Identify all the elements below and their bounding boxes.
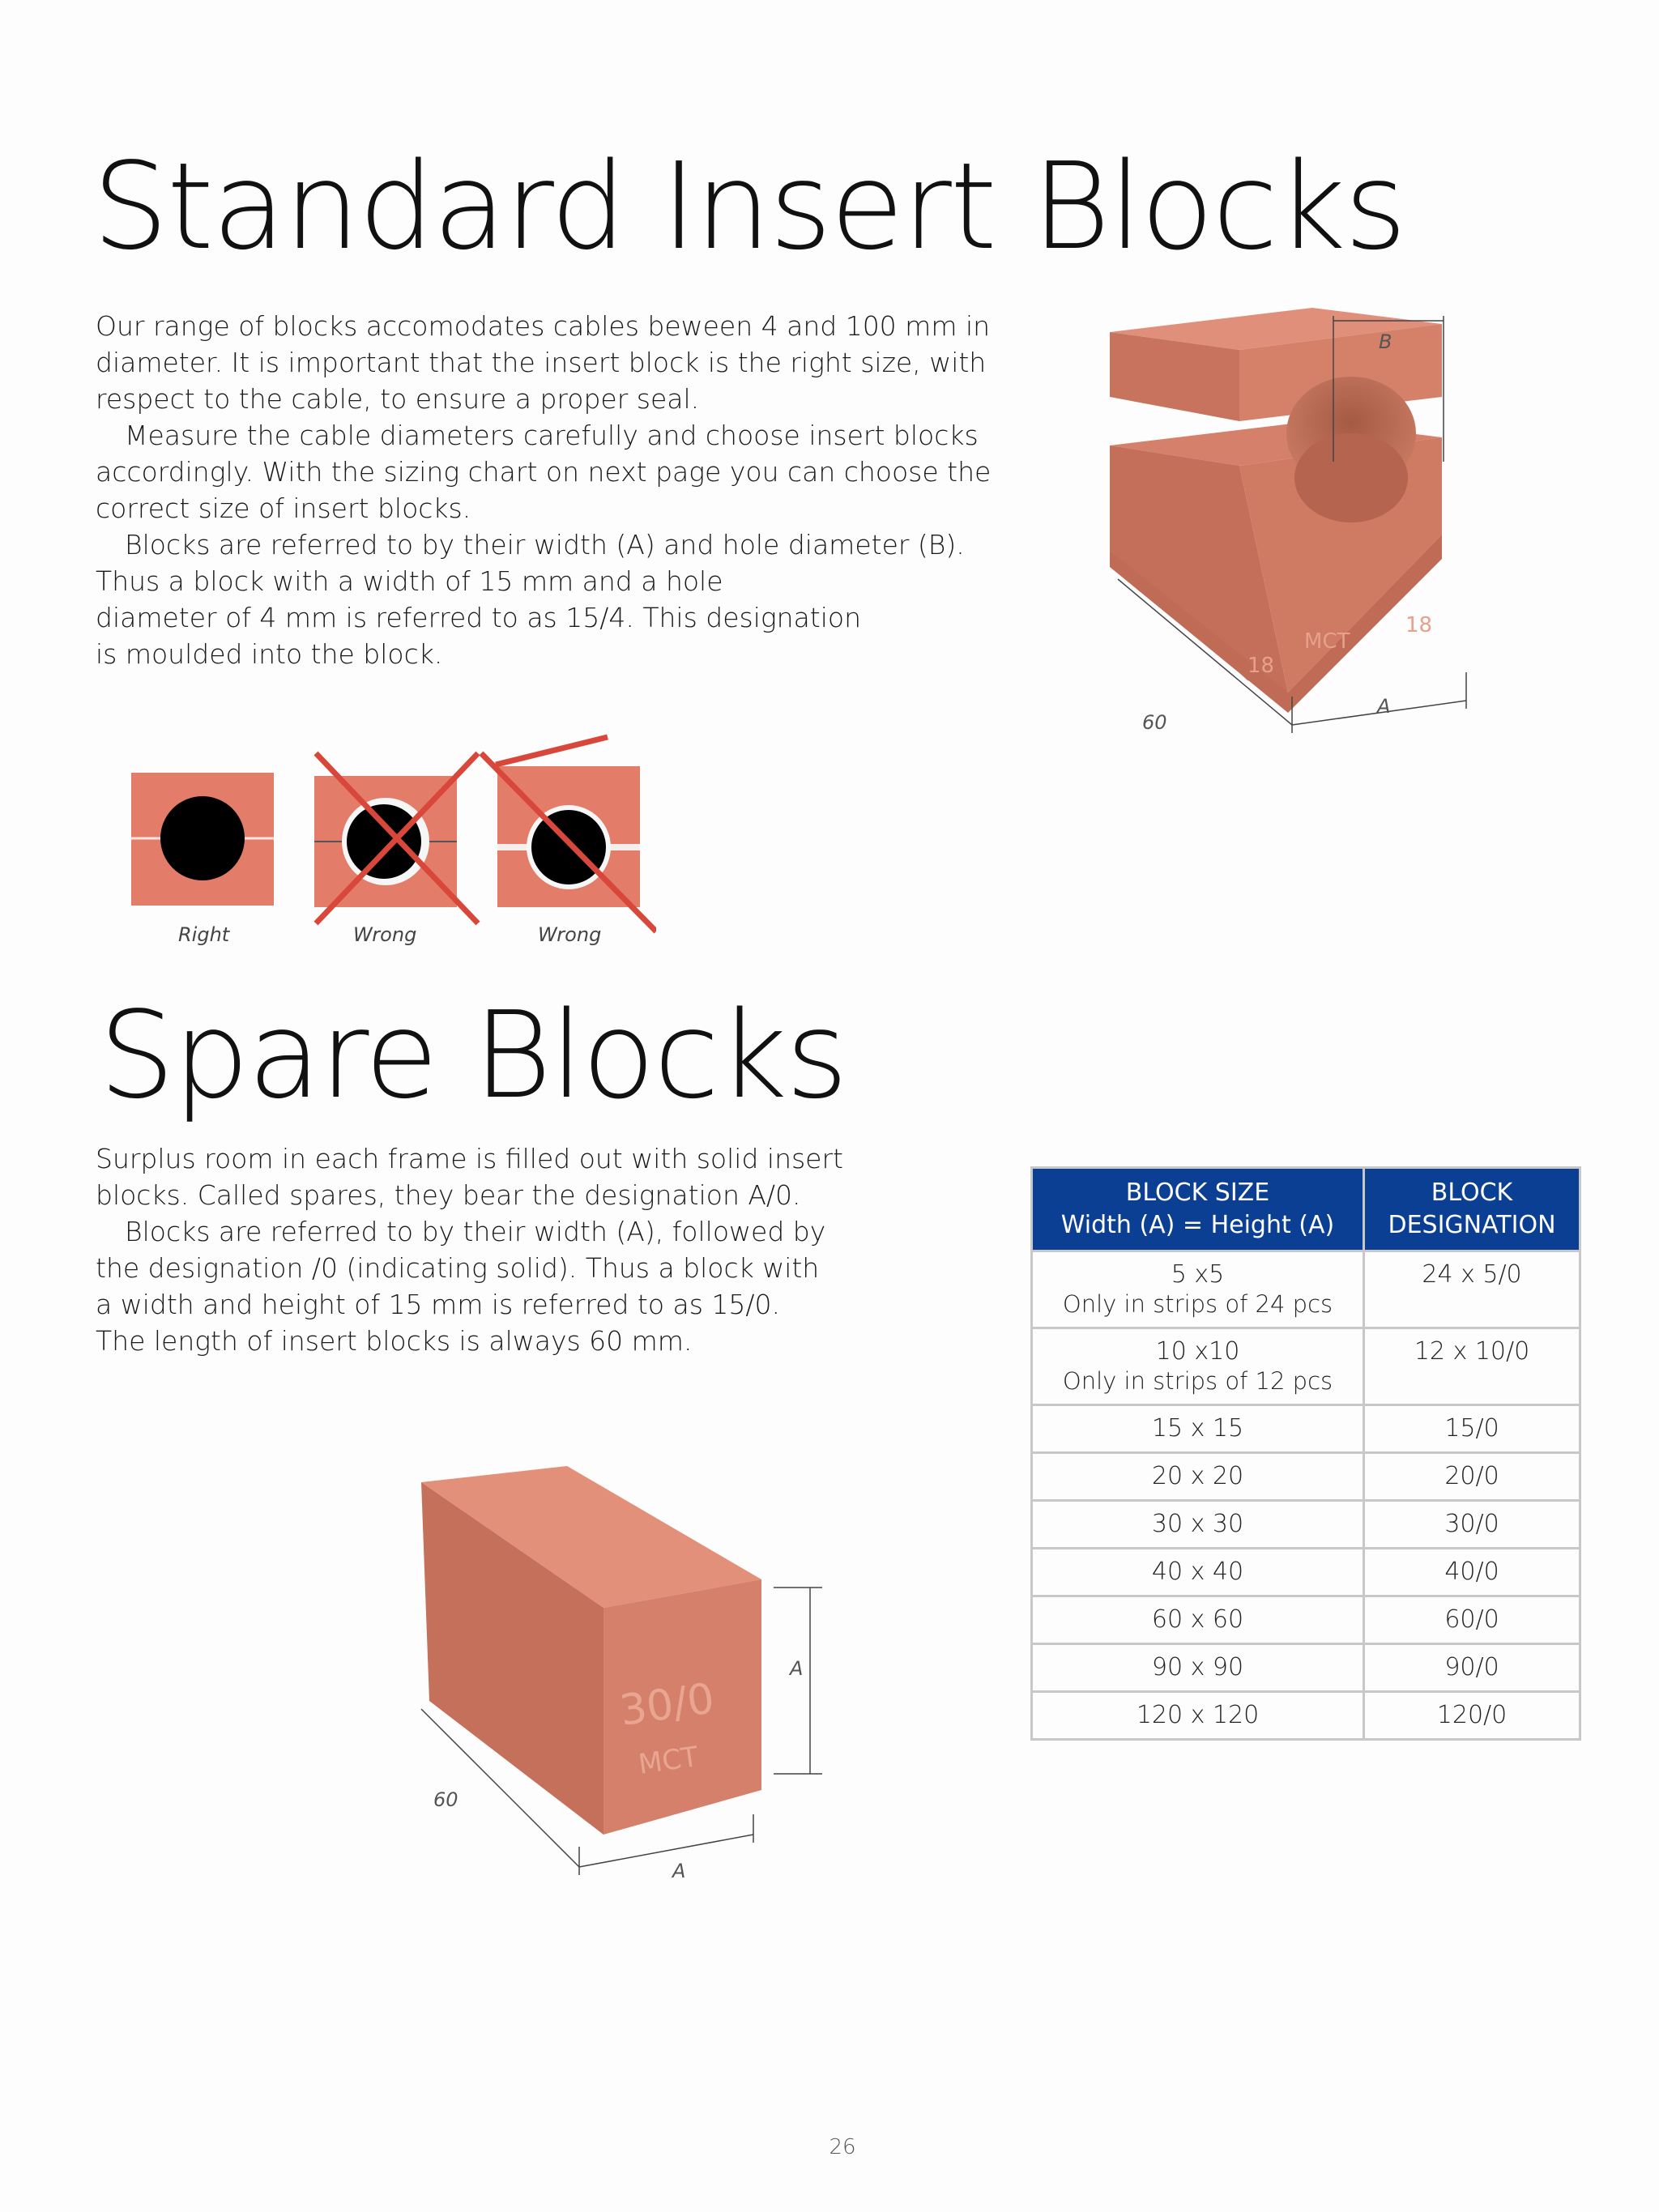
dim-a-height-label: A [790, 1657, 804, 1680]
header-block-designation: BLOCK DESIGNATION [1364, 1168, 1580, 1251]
block-size-table [1030, 1166, 1581, 1741]
table-row: 15 x 15 15/0 [1032, 1405, 1580, 1453]
spare-block-illustration [405, 1450, 859, 1903]
table-row: 120 x 120 120/0 [1032, 1692, 1580, 1740]
table-row: 40 x 40 40/0 [1032, 1549, 1580, 1596]
spare-blocks-text: Surplus room in each frame is filled out with solid insert blocks. Called spares, they bear the designation A/0. Blocks are referred to by their width (A), followed by the designation /0 (indicating solid). Thus a block with a width and height of 15 mm is referred to as 15/0. The length of insert blocks is always 60 mm. [96, 1143, 843, 1357]
table-row: 10 x10 Only in strips of 12 pcs 12 x 10/0 [1032, 1328, 1580, 1405]
right-fit-example [131, 773, 274, 906]
moulded-text-18-right: 18 [1405, 613, 1433, 637]
cross-out-line [496, 737, 608, 765]
insert-block-illustration [1085, 292, 1507, 778]
dim-a-width-line [579, 1835, 753, 1867]
dim-60-label: 60 [1142, 711, 1167, 734]
table-row: 60 x 60 60/0 [1032, 1596, 1580, 1644]
table-row: 90 x 90 90/0 [1032, 1644, 1580, 1692]
wrong-caption-2: Wrong [538, 923, 602, 946]
dim-60-label: 60 [433, 1788, 458, 1811]
fit-examples-illustration [122, 729, 656, 940]
standard-insert-blocks-text: Our range of blocks accomodates cables beween 4 and 100 mm in diameter. It is important that the insert block is the right size, with respect to the cable, to ensure a proper seal. Measure the cable diameters carefully and choose insert blocks accordingly. With the sizing chart on next page you can choose the correct size of insert blocks. Blocks are referred to by their width (A) and hole diameter (B). Thus a block with a width of 15 mm and a hole diameter of 4 mm is referred to as 15/4. This designation is moulded into the block. [96, 310, 992, 670]
wrong-fit-example-1 [314, 753, 478, 923]
dim-b-label: B [1379, 330, 1392, 353]
table-row: 30 x 30 30/0 [1032, 1501, 1580, 1549]
spare-blocks-title: Spare Blocks [99, 986, 847, 1125]
dim-a-label: A [1377, 695, 1391, 718]
dim-a-width-label: A [672, 1860, 686, 1882]
page-number: 26 [829, 2135, 856, 2159]
wrong-caption-1: Wrong [353, 923, 417, 946]
table-header-row [1032, 1168, 1580, 1251]
standard-insert-blocks-title: Standard Insert Blocks [92, 137, 1405, 276]
table-row: 5 x5 Only in strips of 24 pcs 24 x 5/0 [1032, 1251, 1580, 1328]
moulded-text-mct: MCT [636, 1741, 701, 1781]
moulded-text-18-left: 18 [1247, 654, 1275, 678]
header-block-size: BLOCK SIZE Width (A) = Height (A) [1032, 1168, 1364, 1251]
moulded-text-mct: MCT [1304, 629, 1350, 654]
table-row: 20 x 20 20/0 [1032, 1453, 1580, 1501]
wrong-fit-example-2 [481, 737, 656, 931]
right-caption: Right [178, 923, 230, 946]
moulded-text-30-0: 30/0 [616, 1674, 718, 1736]
